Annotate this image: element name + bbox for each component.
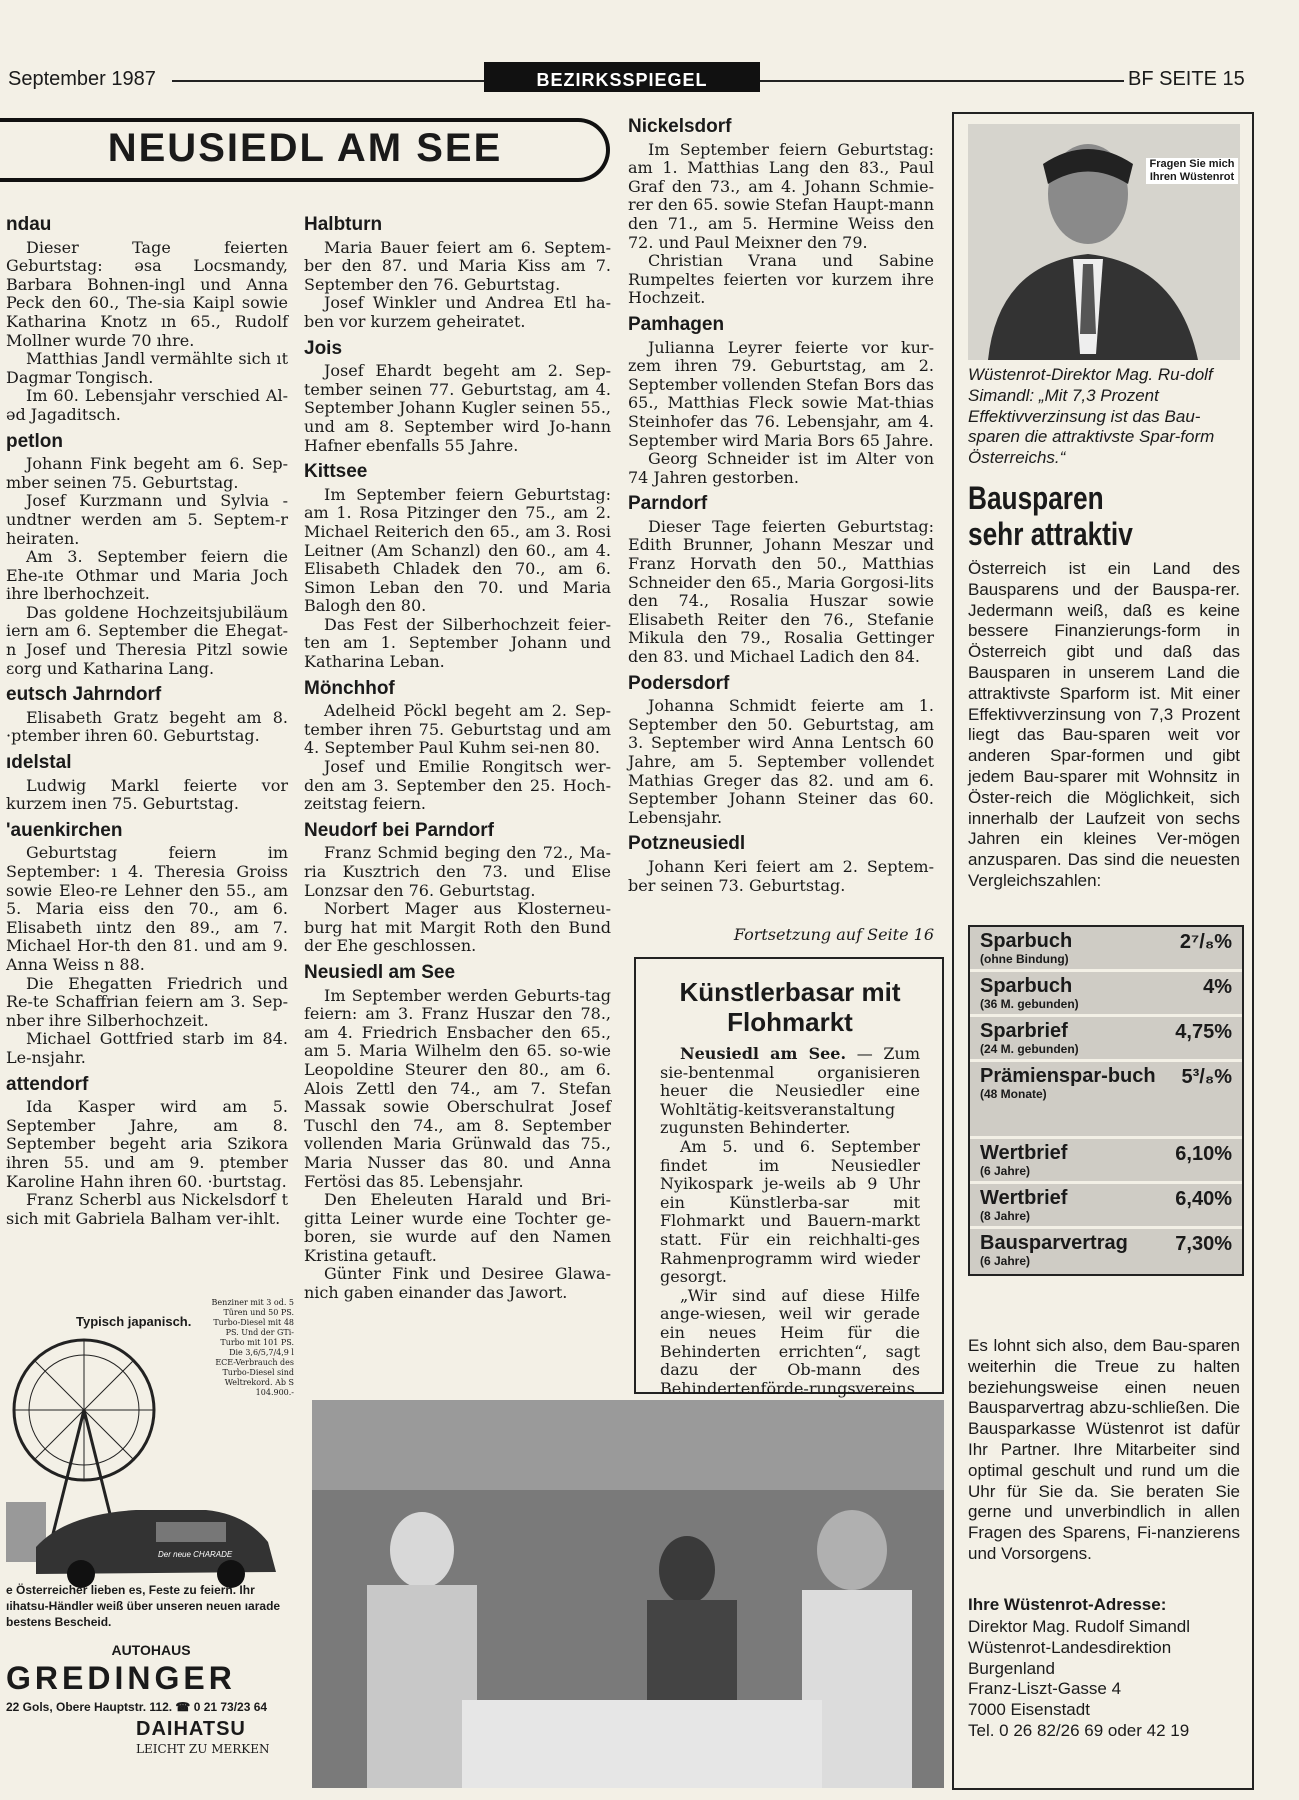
section-paragraph: Die Ehegatten Friedrich und Re-te Schaffrian feiern am 3. Sep-nber ihre Silberhochzeit. bbox=[6, 973, 288, 1030]
address-line: Wüstenrot-Landesdirektion bbox=[968, 1637, 1172, 1657]
section-heading: Potzneusiedl bbox=[628, 833, 746, 855]
section-paragraph: Adelheid Pöckl begeht am 2. Sep-tember ihren 75. Geburtstag und am 4. September Paul Kuhm sei-nen 80. bbox=[304, 701, 611, 758]
news-section bbox=[6, 216, 288, 425]
section-heading: Mönchhof bbox=[304, 677, 395, 699]
address-line: Tel. 0 26 82/26 69 oder 42 19 bbox=[968, 1720, 1190, 1740]
section-heading: Parndorf bbox=[628, 493, 708, 515]
section-paragraph: Im September werden Geburts-tag feiern: am 3. Franz Huszar den 78., am 4. Friedrich Ensbacher den 65., am 5. Maria Wilhelm den 65. so-wie Leopoldine Steurer den 80., am 6. Alois Zettl den 74., am 7. Stefan Massak sowie Oberschulrat Josef Tuschl den 74., am 8. September vollenden Maria Grünwald das 75., Maria Nusser das 80. und Anna Fertösi das 85. Lebensjahr. bbox=[304, 985, 611, 1191]
address-line: Direktor Mag. Rudolf Simandl bbox=[968, 1617, 1191, 1636]
news-section bbox=[304, 337, 611, 456]
rate-value: 5³/₈% bbox=[1181, 1066, 1232, 1088]
kuenstlerbasar-para: — Zum sie-bentenmal organisieren heuer die Neusiedler eine Wohltätig-keitsveranstaltung zugunsten Behinderter. bbox=[660, 1044, 920, 1138]
section-label: BEZIRKSSPIEGEL bbox=[484, 62, 760, 92]
news-section bbox=[628, 118, 934, 308]
headline-line-1: Bausparen bbox=[968, 480, 1104, 516]
address-line: Franz-Liszt-Gasse 4 bbox=[968, 1679, 1122, 1699]
section-paragraph: Geburtstag feiern im September: ı 4. Theresia Groiss sowie Eleo-re Lehner den 55., am 5. Maria eiss den 70., am 6. Elisabeth ıintz den 89., am 7. Michael Hor-th den 81. und am 9. Anna Weiss n 88. bbox=[6, 843, 288, 974]
car-label: Der neue CHARADE bbox=[158, 1550, 233, 1559]
rate-value: 6,40% bbox=[1175, 1188, 1232, 1210]
rate-value: 4% bbox=[1203, 976, 1232, 998]
section-heading: petlon bbox=[6, 430, 63, 452]
section-paragraph: Franz Scherbl aus Nickelsdorf t sich mit Gabriela Balham ver-ihlt. bbox=[6, 1190, 288, 1228]
section-paragraph: Josef Ehardt begeht am 2. Sep-tember seinen 77. Geburtstag, am 4. September Johann Kugler seinen 55., und am 8. September wird Jo-hann Hafner ebenfalls 55 Jahre. bbox=[304, 361, 611, 455]
news-section bbox=[628, 672, 934, 828]
rate-value: 4,75% bbox=[1175, 1021, 1232, 1043]
news-section bbox=[628, 313, 935, 487]
section-paragraph: Maria Bauer feiert am 6. Septem-ber den 87. und Maria Kiss am 7. September den 76. Geburtstag. bbox=[304, 237, 611, 294]
section-paragraph: Franz Schmid beging den 72., Ma-ria Kusztrich den 73. und Elise Lonzsar den 76. Geburtstag. bbox=[304, 843, 611, 900]
news-section bbox=[304, 216, 611, 332]
kuenstlerbasar-box bbox=[634, 957, 944, 1398]
section-paragraph: Julianna Leyrer feierte vor kur-zem ihren 79. Geburtstag, am 2. September vollenden Stefan Bors das 65., Matthias Fleck sowie Mat-thias Steinhofer das 76. Lebensjahr, am 4. September wird Maria Bors 65 Jahre. bbox=[628, 337, 935, 450]
section-paragraph: Matthias Jandl vermählte sich ıt Dagmar Tongisch. bbox=[6, 349, 288, 387]
news-section bbox=[6, 430, 288, 679]
section-paragraph: Georg Schneider ist im Alter von 74 Jahren gestorben. bbox=[628, 449, 934, 487]
rate-row bbox=[970, 1229, 1242, 1274]
section-paragraph: Josef und Emilie Rongitsch wer-den am 3. September den 25. Hoch-zeitstag feiern. bbox=[304, 757, 611, 814]
section-heading: eutsch Jahrndorf bbox=[6, 684, 162, 706]
rate-row bbox=[970, 927, 1242, 972]
news-section bbox=[304, 463, 611, 672]
ad-brand: DAIHATSU bbox=[136, 1718, 246, 1740]
basar-photo bbox=[312, 1400, 944, 1788]
section-paragraph: Norbert Mager aus Klosterneu-burg hat mit Margit Roth den Bund der Ehe geschlossen. bbox=[304, 899, 611, 956]
header-rule-right bbox=[760, 80, 1124, 82]
section-paragraph: Michael Gottfried starb im 84. Le-nsjahr. bbox=[6, 1029, 288, 1067]
section-paragraph: Johann Fink begeht am 6. Sep-mber seinen 75. Geburtstag. bbox=[6, 454, 288, 492]
rate-name: Sparbrief bbox=[980, 1020, 1068, 1042]
ad-specs: Benziner mit 3 od. 5 Türen und 50 PS. Turbo-Diesel mit 48 PS. Und der GTi-Turbo mit 101 PS. Die 3,6/5,7/4,9 l ECE-Verbrauch des Turbo-Diesel sind Weltrekord. Ab S 104.900.- bbox=[211, 1298, 294, 1397]
headline-line-2: sehr attraktiv bbox=[968, 516, 1133, 552]
column-1 bbox=[6, 210, 288, 1236]
speech-bubble: Fragen Sie mich Ihren Wüstenrot bbox=[1146, 158, 1238, 184]
section-heading: attendorf bbox=[6, 1073, 89, 1095]
ad-slogan: Typisch japanisch. bbox=[76, 1314, 192, 1329]
section-heading: Halbturn bbox=[304, 214, 383, 235]
news-section bbox=[304, 819, 611, 956]
section-paragraph: Günter Fink und Desiree Glawa-nich gaben einander das Jawort. bbox=[304, 1264, 611, 1303]
rate-row bbox=[970, 1062, 1242, 1139]
rate-term: (ohne Bindung) bbox=[980, 952, 1069, 966]
rate-row bbox=[970, 1017, 1242, 1062]
section-heading: 'auenkirchen bbox=[6, 819, 123, 841]
section-paragraph: Das Fest der Silberhochzeit feier-ten am 1. September Johann und Katharina Leban. bbox=[304, 614, 611, 672]
section-heading: ndau bbox=[6, 214, 52, 235]
news-section bbox=[304, 961, 611, 1303]
rate-name: Wertbrief bbox=[980, 1187, 1068, 1209]
section-paragraph: Elisabeth Gratz begeht am 8. ·ptember ihren 60. Geburtstag. bbox=[6, 707, 288, 746]
section-heading: Pamhagen bbox=[628, 313, 725, 335]
ad-text: e Österreicher lieben es, Feste zu feiern. Ihr ıihatsu-Händler weiß über unseren neuen ıarade bestens Bescheid. bbox=[6, 1583, 281, 1629]
rate-term: (6 Jahre) bbox=[980, 1254, 1031, 1268]
page-number: BF SEITE 15 bbox=[1128, 68, 1245, 90]
rate-row bbox=[970, 1139, 1242, 1184]
section-paragraph: Ida Kasper wird am 5. September Jahre, am 8. September begeht aria Szikora ihren 55. und am 9. ptember Karoline Hahn ihren 60. ·burtstag. bbox=[6, 1097, 288, 1191]
rate-term: (8 Jahre) bbox=[980, 1209, 1031, 1223]
news-section bbox=[6, 1073, 288, 1229]
basar-photo-illustration bbox=[312, 1400, 944, 1788]
section-paragraph: Johanna Schmidt feierte am 1. September den 50. Geburtstag, am 3. September wird Anna Lentsch 60 Jahre, am 5. September vollendet Mathias Greger das 82. und am 6. September Johann Steiner das 60. Lebensjahr. bbox=[628, 696, 934, 827]
kuenstlerbasar-para: Am 5. und 6. September findet im Neusiedler Nyikospark je-weils ab 9 Uhr ein Künstlerba-sar mit Flohmarkt und Bauern-markt statt. Für ein reichhalti-ges Rahmenprogramm wird wieder gesorgt. bbox=[660, 1136, 920, 1287]
section-heading: Podersdorf bbox=[628, 672, 730, 694]
section-paragraph: Josef Kurzmann und Sylvia -undtner werden am 5. Septem-r heiraten. bbox=[6, 491, 288, 548]
ad-address: 22 Gols, Obere Hauptstr. 112. ☎ 0 21 73/23 64 bbox=[6, 1700, 268, 1714]
kuenstlerbasar-title: Künstlerbasar mit Flohmarkt bbox=[679, 977, 901, 1037]
rate-row bbox=[970, 1184, 1242, 1229]
continuation-note: Fortsetzung auf Seite 16 bbox=[733, 925, 934, 944]
section-heading: Jois bbox=[304, 337, 343, 359]
rate-term: (48 Monate) bbox=[980, 1087, 1047, 1101]
section-heading: Kittsee bbox=[304, 461, 368, 483]
section-paragraph: Ludwig Markl feierte vor kurzem inen 75. Geburtstag. bbox=[6, 775, 288, 814]
rate-name: Prämienspar-buch bbox=[980, 1065, 1156, 1087]
rate-term: (36 M. gebunden) bbox=[980, 997, 1079, 1011]
section-paragraph: Im September feiern Geburtstag: am 1. Matthias Lang den 83., Paul Graf den 73., am 4. Johann Schmie-rer den 65. sowie Stefan Haupt-mann den 71., am 5. Hermine Weiss den 72. und Paul Meixner den 79. bbox=[628, 139, 934, 252]
section-heading: Neusiedl am See bbox=[304, 961, 456, 983]
column-3 bbox=[628, 112, 934, 903]
ad-dealer: GREDINGER bbox=[6, 1660, 236, 1696]
news-section bbox=[304, 677, 611, 814]
section-paragraph: Das goldene Hochzeitsjubiläum iern am 6. September die Ehegat-n Josef und Theresia Pitzl sowie ɛorg und Katharina Lang. bbox=[6, 602, 288, 678]
rate-name: Sparbuch bbox=[980, 975, 1073, 997]
rate-name: Bausparvertrag bbox=[980, 1232, 1128, 1254]
section-paragraph: Im September feiern Geburtstag: am 1. Rosa Pitzinger den 75., am 2. Michael Reiterich den 65., am 3. Rosi Leitner (Am Schanzl) den 60., am 4. Elisabeth Chladek den 70., am 6. Simon Leban den 70. und Maria Balogh den 80. bbox=[304, 484, 611, 616]
rate-value: 7,30% bbox=[1175, 1233, 1232, 1255]
address-block bbox=[968, 1617, 1240, 1742]
section-heading: Nickelsdorf bbox=[628, 116, 732, 137]
section-paragraph: Dieser Tage feierten Geburtstag: Edith Brunner, Johann Meszar und Franz Horvath den 50., Matthias Schneider den 65., Maria Gorgosi-lits den 74., Rosalia Huszar sowie Elisabeth Reiter den 76., Stefanie Mikula den 79., Rosalia Gettinger den 83. und Michael Ladich den 84. bbox=[628, 516, 934, 667]
rate-value: 6,10% bbox=[1175, 1143, 1232, 1165]
rate-term: (6 Jahre) bbox=[980, 1164, 1031, 1178]
news-section bbox=[6, 754, 288, 814]
rate-name: Wertbrief bbox=[980, 1142, 1068, 1164]
sidebar-closing: Es lohnt sich also, dem Bau-sparen weiterhin die Treue zu halten beziehungsweise einen neuen Bausparvertrag abzu-schließen. Die Bausparkasse Wüstenrot ist dafür Ihr Partner. Ihre Mitarbeiter sind optimal geschult und rund um die Uhr für Sie da. Sie beraten Sie gerne und unverbindlich in allen Fragen des Sparens, Fi-nanzierens und Vorsorgens. bbox=[968, 1336, 1240, 1563]
address-line: 7000 Eisenstadt bbox=[968, 1700, 1090, 1720]
section-paragraph: Christian Vrana und Sabine Rumpeltes feierten vor kurzem ihre Hochzeit. bbox=[628, 251, 934, 308]
section-paragraph: Dieser Tage feierten Geburtstag: əsa Locsmandy, Barbara Bohnen-ingl und Anna Peck den 60., The-sia Kaipl sowie Katharina Knotz ın 65., Rudolf Mollner wurde 70 ıhre. bbox=[6, 237, 288, 350]
section-paragraph: Josef Winkler und Andrea Etl ha-ben vor kurzem geheiratet. bbox=[304, 293, 611, 331]
news-section bbox=[628, 495, 934, 666]
section-paragraph: Am 3. September feiern die Ehe-ıte Othmar und Maria Joch ihre lberhochzeit. bbox=[6, 547, 288, 604]
section-heading: ıdelstal bbox=[6, 752, 72, 774]
rate-row bbox=[970, 972, 1242, 1017]
director-photo bbox=[968, 124, 1240, 360]
region-title: NEUSIEDL AM SEE bbox=[107, 126, 503, 170]
address-title: Ihre Wüstenrot-Adresse: bbox=[968, 1595, 1167, 1614]
sidebar-body: Österreich ist ein Land des Bausparens und der Bauspa-rer. Jedermann weiß, daß es keine bessere Finanzierungs-form in Österreich gibt und daß das Bausparen in unserem Land die attraktivste Sparform ist. Mit einer Effektivverzinsung von 7,3 Prozent liegt das Bau-sparen weit vor anderen Spar-formen und gibt jedem Bau-sparer mit Wohnsitz in Öster-reich die Möglichkeit, sich innerhalb der Laufzeit von sechs Jahren ein kleines Ver-mögen anzusparen. Das sind die neuesten Vergleichszahlen: bbox=[968, 559, 1240, 890]
daihatsu-ad bbox=[6, 1292, 296, 1764]
rate-value: 2⁷/₈% bbox=[1179, 931, 1232, 953]
section-paragraph: Den Eheleuten Harald und Bri-gitta Leiner wurde eine Tochter ge-boren, sie wurde auf den Namen Kristina getauft. bbox=[304, 1190, 611, 1265]
rate-name: Sparbuch bbox=[980, 930, 1073, 952]
rates-table bbox=[968, 925, 1244, 1276]
issue-date: September 1987 bbox=[8, 68, 156, 90]
director-caption: Wüstenrot-Direktor Mag. Ru-dolf Simandl: „Mit 7,3 Prozent Effektivverzinsung ist das Bau-sparen die attraktivste Spar-form Österreichs.“ bbox=[968, 365, 1215, 468]
column-2 bbox=[304, 210, 611, 1311]
kuenstlerbasar-para: „Wir sind auf diese Hilfe ange-wiesen, weil wir gerade ein neues Heim für die Behinderten errichten“, sagt dazu der Ob-mann des Behindertenförde-rungsvereins bbox=[660, 1285, 920, 1398]
news-section bbox=[628, 835, 934, 895]
section-paragraph: Im 60. Lebensjahr verschied Al-əd Jagaditsch. bbox=[6, 386, 288, 424]
address-line: Burgenland bbox=[968, 1658, 1055, 1678]
ad-autohaus: AUTOHAUS bbox=[111, 1642, 191, 1658]
news-section bbox=[6, 686, 288, 746]
ad-brand-slogan: LEICHT ZU MERKEN bbox=[136, 1742, 270, 1756]
section-heading: Neudorf bei Parndorf bbox=[304, 819, 495, 841]
section-paragraph: Johann Keri feiert am 2. Septem-ber seinen 73. Geburtstag. bbox=[628, 856, 934, 895]
header-rule-left bbox=[172, 80, 484, 82]
rate-term: (24 M. gebunden) bbox=[980, 1042, 1079, 1056]
kuenstlerbasar-lead: Neusiedl am See. bbox=[680, 1044, 847, 1063]
news-section bbox=[6, 819, 288, 1068]
